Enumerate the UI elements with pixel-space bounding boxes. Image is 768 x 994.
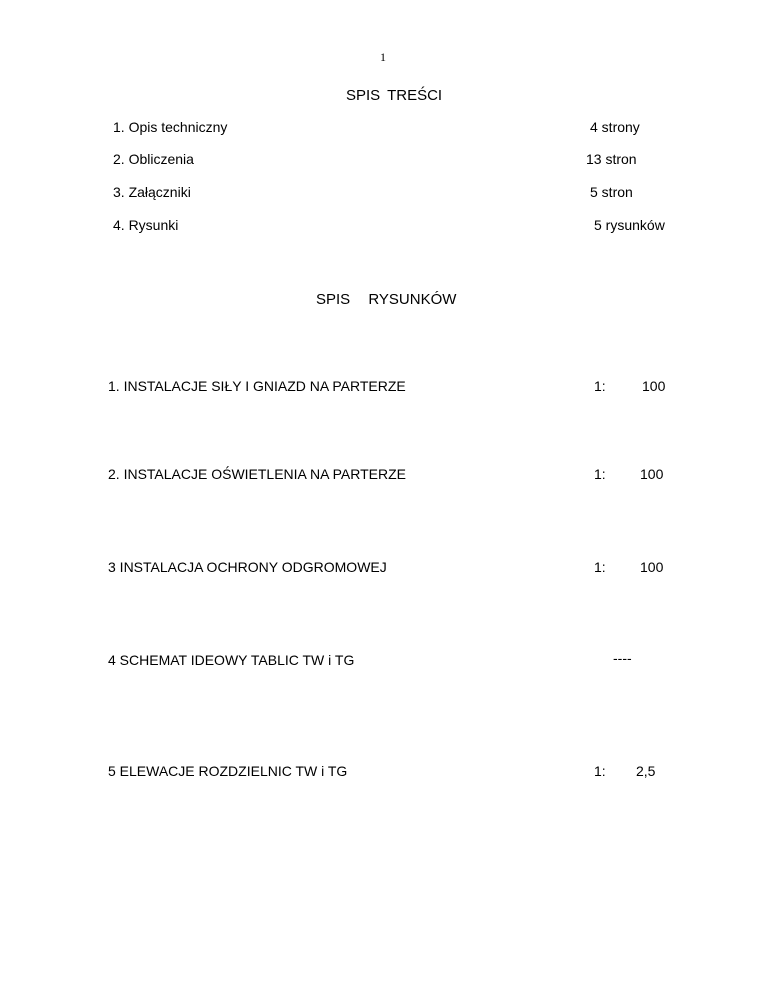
toc-item-label: 4. Rysunki xyxy=(113,217,179,233)
drawing-item-value: 100 xyxy=(642,378,666,394)
drawing-item-value: ---- xyxy=(613,650,632,666)
drawing-item-label: 2. INSTALACJE OŚWIETLENIA NA PARTERZE xyxy=(108,466,406,482)
toc-item-label: 1. Opis techniczny xyxy=(113,119,228,135)
drawing-item-label: 5 ELEWACJE ROZDZIELNIC TW i TG xyxy=(108,763,348,779)
drawing-item-scale: 1: xyxy=(594,559,606,575)
page-number: 1 xyxy=(380,50,386,64)
drawing-item-scale: 1: xyxy=(594,378,606,394)
drawing-item-label: 1. INSTALACJE SIŁY I GNIAZD NA PARTERZE xyxy=(108,378,406,394)
drawing-item-scale: 1: xyxy=(594,763,606,779)
drawing-item-scale: 1: xyxy=(594,466,606,482)
drawing-item-value: 100 xyxy=(640,559,664,575)
drawings-title: SPIS RYSUNKÓW xyxy=(316,291,457,308)
drawing-item-value: 2,5 xyxy=(636,763,656,779)
toc-item-label: 3. Załączniki xyxy=(113,184,191,200)
drawing-item-label: 4 SCHEMAT IDEOWY TABLIC TW i TG xyxy=(108,652,355,668)
drawing-item-value: 100 xyxy=(640,466,664,482)
toc-item-value: 13 stron xyxy=(586,151,637,167)
toc-item-value: 5 rysunków xyxy=(594,217,665,233)
toc-item-value: 4 strony xyxy=(590,119,640,135)
toc-title: SPIS TREŚCI xyxy=(346,87,443,104)
drawing-item-label: 3 INSTALACJA OCHRONY ODGROMOWEJ xyxy=(108,559,387,575)
toc-item-label: 2. Obliczenia xyxy=(113,151,194,167)
toc-item-value: 5 stron xyxy=(590,184,633,200)
